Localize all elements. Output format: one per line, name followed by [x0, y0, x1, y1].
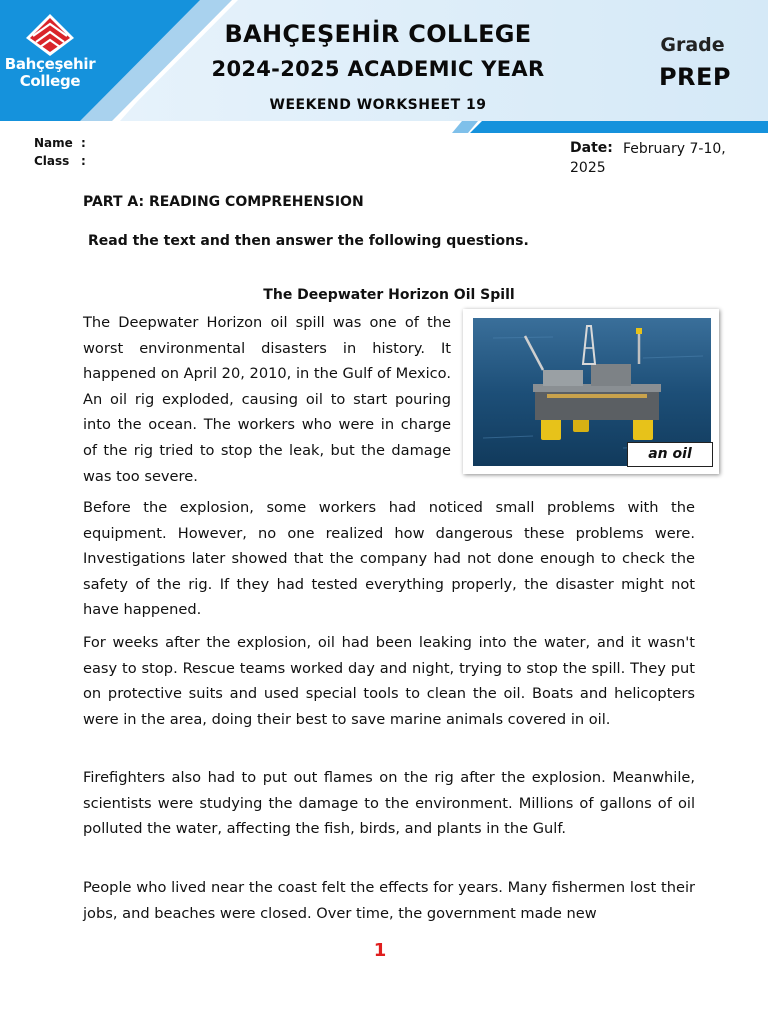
worksheet-title: WEEKEND WORKSHEET 19 [269, 97, 487, 113]
article-paragraph-4: Firefighters also had to put out flames on the rig after the explosion. Meanwhile, scientists were studying the damage to the environment. Millions of gallons of oil polluted the water, affecting the fish, birds, and plants in the Gulf. [83, 769, 695, 838]
part-a-instruction: Read the text and then answer the following questions. [88, 233, 529, 249]
part-a-title: PART A: READING COMPREHENSION [83, 194, 364, 210]
name-label: Name [34, 136, 73, 150]
date-label: Date: [570, 140, 613, 156]
worksheet-header [0, 0, 768, 135]
article-paragraph-5: People who lived near the coast felt the effects for years. Many fishermen lost their jobs, and beaches were closed. Over time, the government made new [83, 879, 695, 922]
image-caption: an oil [627, 442, 713, 467]
logo-text-line1: Bahçeşehir [4, 55, 96, 73]
grade-label: Grade [660, 34, 725, 56]
article-paragraph-1: The Deepwater Horizon oil spill was one of the worst environmental disasters in history. It happened on April 20, 2010, in the Gulf of Mexico. An oil rig exploded, causing oil to start pouring into the ocean. The workers who were in charge of the rig tried to stop the leak, but the damage was too severe. [83, 314, 451, 485]
grade-value: PREP [658, 63, 732, 91]
article-paragraph-3: For weeks after the explosion, oil had been leaking into the water, and it wasn't easy to stop. Rescue teams worked day and night, trying to stop the spill. They put on protective suits and used special tools to clean the oil. Boats and helicopters were in the area, doing their best to save marine animals covered in oil. [83, 634, 695, 728]
class-label: Class [34, 154, 70, 168]
academic-year: 2024-2025 ACADEMIC YEAR [211, 57, 545, 81]
page-number: 1 [373, 940, 387, 961]
school-name: BAHÇEŞEHİR COLLEGE [224, 20, 532, 48]
college-logo [0, 8, 100, 90]
date-value: February 7-10, 2025 [570, 141, 726, 176]
article-title: The Deepwater Horizon Oil Spill [263, 287, 515, 303]
name-colon: : [81, 136, 86, 150]
article-paragraph-2: Before the explosion, some workers had noticed small problems with the equipment. However, no one realized how dangerous these problems were. Investigations later showed that the company had not done enough to check the safety of the rig. If they had tested everything properly, the disaster might not have happened. [83, 499, 695, 619]
class-colon: : [81, 154, 86, 168]
logo-text-line2: College [19, 72, 81, 90]
